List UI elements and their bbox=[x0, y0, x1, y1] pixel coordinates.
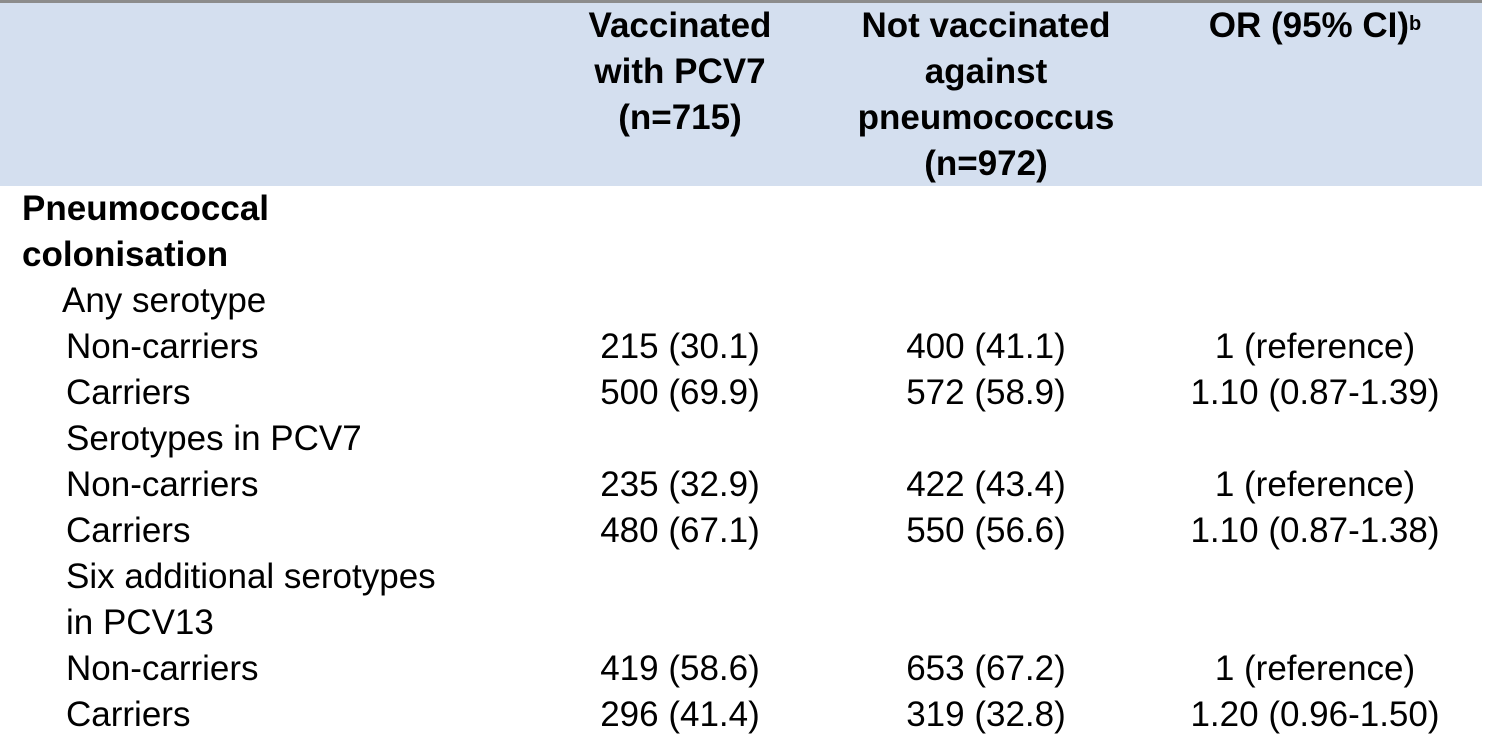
cell-not-vaccinated: 653 (67.2) bbox=[906, 649, 1066, 688]
cell-vaccinated: 500 (69.9) bbox=[600, 373, 760, 412]
section-title: colonisation bbox=[22, 235, 229, 274]
header-vaccinated bbox=[560, 3, 800, 141]
footnote-marker: b bbox=[1409, 13, 1422, 35]
cell-not-vaccinated: 400 (41.1) bbox=[906, 327, 1066, 366]
header-not-vaccinated-line: against bbox=[924, 52, 1048, 91]
table-row bbox=[0, 324, 1482, 370]
section-title: Pneumococcal bbox=[22, 189, 270, 228]
header-not-vaccinated-line: pneumococcus bbox=[857, 98, 1115, 137]
cell-odds-ratio: 1.10 (0.87-1.38) bbox=[1190, 511, 1440, 550]
group-title-row bbox=[0, 600, 1482, 646]
cell-not-vaccinated: 550 (56.6) bbox=[906, 511, 1066, 550]
row-label: Non-carriers bbox=[66, 649, 259, 688]
table-row bbox=[0, 508, 1482, 554]
header-not-vaccinated-line: Not vaccinated bbox=[861, 6, 1111, 45]
cell-odds-ratio: 1.20 (0.96-1.50) bbox=[1190, 695, 1440, 734]
group-title-row bbox=[0, 416, 1482, 462]
cell-odds-ratio: 1 (reference) bbox=[1214, 649, 1416, 688]
cell-vaccinated: 419 (58.6) bbox=[600, 649, 760, 688]
section-title-row bbox=[0, 186, 1482, 232]
header-not-vaccinated bbox=[826, 3, 1146, 187]
table-row bbox=[0, 370, 1482, 416]
group-title: Serotypes in PCV7 bbox=[66, 419, 362, 458]
table-row bbox=[0, 646, 1482, 692]
group-title: Six additional serotypes bbox=[66, 557, 436, 596]
cell-vaccinated: 480 (67.1) bbox=[600, 511, 760, 550]
cell-not-vaccinated: 572 (58.9) bbox=[906, 373, 1066, 412]
group-title-row bbox=[0, 278, 1482, 324]
cell-not-vaccinated: 422 (43.4) bbox=[906, 465, 1066, 504]
cell-vaccinated: 215 (30.1) bbox=[600, 327, 760, 366]
group-title-row bbox=[0, 554, 1482, 600]
header-vaccinated-line: (n=715) bbox=[618, 98, 742, 137]
row-label: Non-carriers bbox=[66, 465, 259, 504]
row-label: Carriers bbox=[66, 511, 191, 550]
cell-odds-ratio: 1 (reference) bbox=[1214, 465, 1416, 504]
header-not-vaccinated-line: (n=972) bbox=[924, 144, 1048, 183]
cell-not-vaccinated: 319 (32.8) bbox=[906, 695, 1066, 734]
cell-vaccinated: 296 (41.4) bbox=[600, 695, 760, 734]
group-title: in PCV13 bbox=[66, 603, 214, 642]
header-vaccinated-line: with PCV7 bbox=[594, 52, 766, 91]
row-label: Carriers bbox=[66, 373, 191, 412]
cell-vaccinated: 235 (32.9) bbox=[600, 465, 760, 504]
row-label: Carriers bbox=[66, 695, 191, 734]
header-odds-ratio bbox=[1170, 3, 1460, 49]
cell-odds-ratio: 1.10 (0.87-1.39) bbox=[1190, 373, 1440, 412]
table-row bbox=[0, 692, 1482, 738]
header-vaccinated-line: Vaccinated bbox=[588, 6, 772, 45]
cell-odds-ratio: 1 (reference) bbox=[1214, 327, 1416, 366]
section-title-row bbox=[0, 232, 1482, 278]
group-title: Any serotype bbox=[62, 281, 267, 320]
header-odds-ratio-text: OR (95% CI) bbox=[1208, 6, 1410, 45]
row-label: Non-carriers bbox=[66, 327, 259, 366]
table-row bbox=[0, 462, 1482, 508]
